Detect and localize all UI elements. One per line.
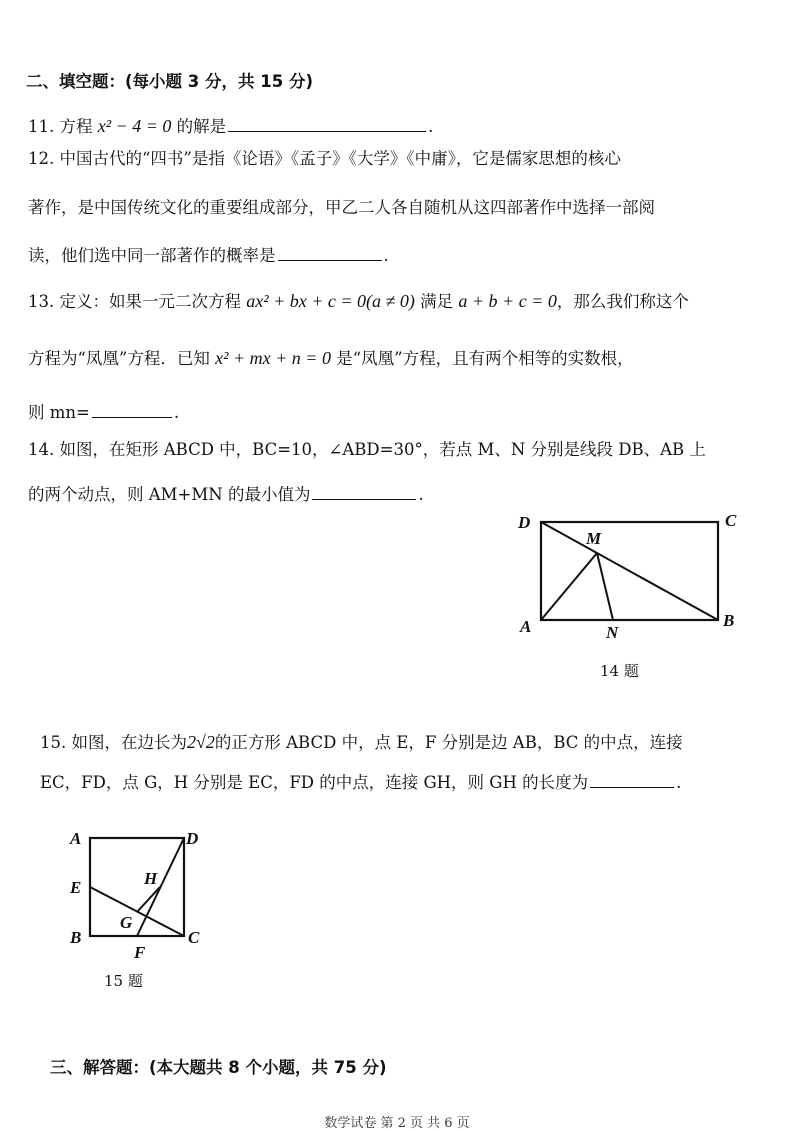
q15-line-1 bbox=[40, 730, 683, 755]
q13-equation-1: ax² + bx + c = 0(a ≠ 0) bbox=[246, 291, 415, 311]
q14-caption: 14 题 bbox=[600, 662, 639, 680]
q14-line-2-prefix: 的两个动点，则 AM+MN 的最小值为 bbox=[28, 485, 311, 504]
q12-line-3 bbox=[28, 243, 389, 268]
q13-line-3-prefix: 则 mn= bbox=[28, 403, 90, 422]
q15-square bbox=[90, 838, 184, 936]
q14-label-b: B bbox=[723, 611, 735, 630]
q13-line-2-suffix: 是“凤凰”方程，且有两个相等的实数根， bbox=[330, 349, 634, 368]
q14-figure bbox=[510, 508, 760, 643]
q13-line-2-prefix: 方程为“凤凰”方程．已知 bbox=[28, 349, 216, 368]
q13-line-1-suffix: ，那么我们称这个 bbox=[556, 292, 689, 311]
q14-answer-blank[interactable] bbox=[312, 482, 416, 500]
q12-period: . bbox=[383, 246, 389, 265]
q15-label-b: B bbox=[70, 928, 82, 947]
q12-line-2: 著作，是中国传统文化的重要组成部分，甲乙二人各自随机从这四部著作中选择一部阅 bbox=[28, 198, 655, 217]
q11-answer-blank[interactable] bbox=[228, 114, 426, 132]
q14-label-d: D bbox=[518, 513, 531, 532]
q14-label-a: A bbox=[520, 617, 532, 636]
q13-answer-blank[interactable] bbox=[92, 400, 172, 418]
q15-label-d: D bbox=[186, 829, 199, 848]
q15-line-2 bbox=[40, 770, 681, 795]
q15-line-1-prefix: 15. 如图，在边长为 bbox=[40, 733, 187, 752]
page-footer: 数学试卷 第 2 页 共 6 页 bbox=[324, 1116, 470, 1131]
q14-line-1: 14. 如图，在矩形 ABCD 中，BC=10，∠ABD=30°，若点 M、N 分别是线段 DB、AB 上 bbox=[28, 440, 706, 459]
q13-equation-2: a + b + c = 0 bbox=[458, 291, 557, 311]
q11-period: . bbox=[428, 117, 434, 136]
q15-answer-blank[interactable] bbox=[590, 770, 674, 788]
q13-line-1 bbox=[28, 289, 689, 314]
q11-prefix: 11. 方程 bbox=[28, 117, 98, 136]
q12-line-1: 12. 中国古代的“四书”是指《论语》《孟子》《大学》《中庸》，它是儒家思想的核心 bbox=[28, 149, 621, 168]
q15-line-1-suffix: 的正方形 ABCD 中，点 E，F 分别是边 AB，BC 的中点，连接 bbox=[214, 733, 683, 752]
q15-figure bbox=[62, 826, 222, 966]
q14-label-c: C bbox=[725, 511, 737, 530]
q14-segment-mn bbox=[597, 553, 613, 620]
q13-line-3 bbox=[28, 400, 179, 425]
q15-label-c: C bbox=[188, 928, 200, 947]
q15-segment-gh bbox=[137, 887, 160, 912]
q15-label-h: H bbox=[144, 869, 158, 888]
q13-line-2 bbox=[28, 346, 634, 371]
q14-label-m: M bbox=[586, 529, 602, 548]
q15-line-2-prefix: EC，FD，点 G，H 分别是 EC，FD 的中点，连接 GH，则 GH 的长度为 bbox=[40, 773, 589, 792]
q14-line-2 bbox=[28, 482, 424, 507]
section-2-heading: 二、填空题：(每小题 3 分，共 15 分) bbox=[26, 72, 314, 91]
q11-suffix: 的解是 bbox=[171, 117, 227, 136]
section-3-heading: 三、解答题：(本大题共 8 个小题，共 75 分) bbox=[50, 1058, 387, 1077]
q15-period: . bbox=[676, 773, 682, 792]
q15-label-g: G bbox=[120, 913, 133, 932]
q15-caption: 15 题 bbox=[104, 972, 143, 990]
q14-segment-am bbox=[541, 553, 597, 620]
q14-label-n: N bbox=[606, 623, 619, 642]
q13-equation-3: x² + mx + n = 0 bbox=[215, 348, 331, 368]
q14-period: . bbox=[418, 485, 424, 504]
question-11 bbox=[28, 114, 433, 139]
q13-period: . bbox=[173, 403, 180, 422]
q15-label-e: E bbox=[70, 878, 82, 897]
q12-line-3-text: 读，他们选中同一部著作的概率是 bbox=[28, 246, 276, 265]
q15-label-a: A bbox=[70, 829, 82, 848]
q15-label-f: F bbox=[134, 943, 146, 962]
q11-equation: x² − 4 = 0 bbox=[97, 116, 172, 136]
q13-line-1-mid: 满足 bbox=[414, 292, 459, 311]
q13-line-1-prefix: 13. 定义：如果一元二次方程 bbox=[28, 292, 247, 311]
q14-diagonal-db bbox=[541, 522, 718, 620]
q12-answer-blank[interactable] bbox=[278, 243, 382, 261]
q15-side-length: 2√2 bbox=[187, 732, 215, 752]
